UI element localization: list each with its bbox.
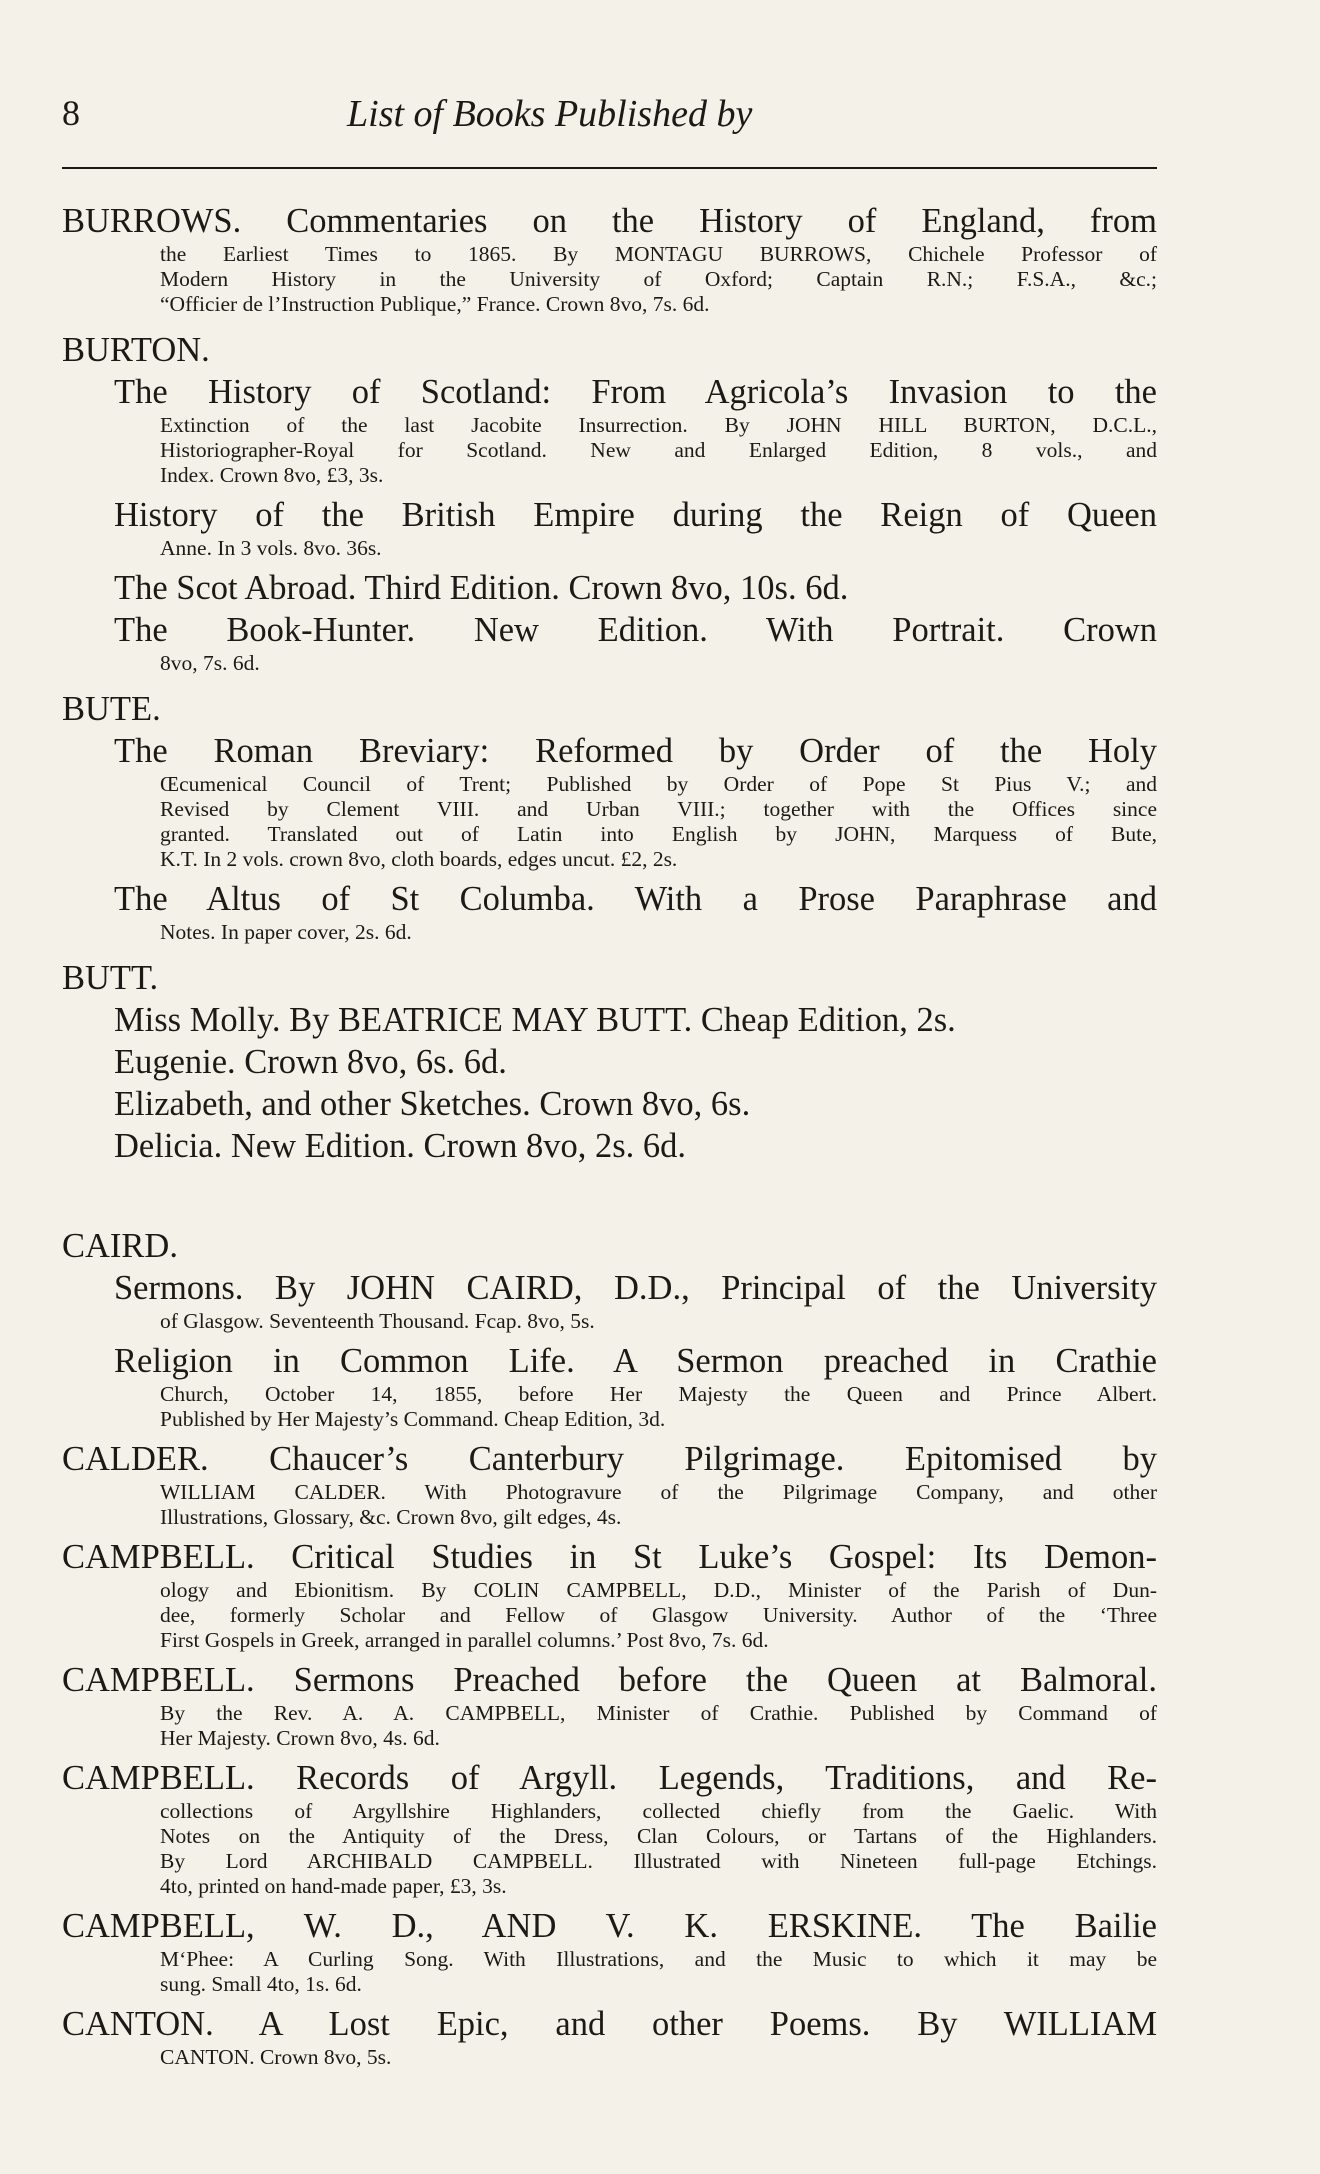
entry-detail-line: By Lord ARCHIBALD CAMPBELL. Illustrated with Nineteen full-page Etchings.	[160, 1849, 1157, 1873]
header-rule	[62, 167, 1157, 169]
entry-detail-line: Church, October 14, 1855, before Her Majesty the Queen and Prince Albert.	[160, 1382, 1157, 1406]
page-number: 8	[62, 93, 80, 133]
entry-title-line: History of the British Empire during the Reign of Queen	[114, 496, 1157, 534]
running-title: List of Books Published by	[347, 93, 753, 135]
entry-title-line: Elizabeth, and other Sketches. Crown 8vo, 6s.	[114, 1085, 751, 1123]
entry-title-line: CAMPBELL. Sermons Preached before the Queen at Balmoral.	[62, 1661, 1157, 1699]
entry-detail-line: Modern History in the University of Oxford; Captain R.N.; F.S.A., &c.;	[160, 267, 1157, 291]
entry-detail-line: of Glasgow. Seventeenth Thousand. Fcap. 8vo, 5s.	[160, 1309, 595, 1333]
entry-detail-line: Published by Her Majesty’s Command. Cheap Edition, 3d.	[160, 1407, 666, 1431]
entry-detail-line: M‘Phee: A Curling Song. With Illustrations, and the Music to which it may be	[160, 1947, 1157, 1971]
entry-burton	[62, 329, 1157, 676]
entry-detail-line: Historiographer-Royal for Scotland. New and Enlarged Edition, 8 vols., and	[160, 438, 1157, 462]
author-heading: BURTON.	[62, 331, 210, 369]
entry-detail-line: By the Rev. A. A. CAMPBELL, Minister of Crathie. Published by Command of	[160, 1701, 1157, 1725]
entry-detail-line: Extinction of the last Jacobite Insurrection. By JOHN HILL BURTON, D.C.L.,	[160, 413, 1157, 437]
entry-title-line: BURROWS. Commentaries on the History of England, from	[62, 202, 1157, 240]
entry-title-line: The History of Scotland: From Agricola’s Invasion to the	[114, 373, 1157, 411]
entry-detail-line: granted. Translated out of Latin into English by JOHN, Marquess of Bute,	[160, 822, 1157, 846]
entry-burrows	[62, 200, 1157, 317]
entry-detail-line: “Officier de l’Instruction Publique,” France. Crown 8vo, 7s. 6d.	[160, 292, 710, 316]
entry-detail-line: collections of Argyllshire Highlanders, collected chiefly from the Gaelic. With	[160, 1799, 1157, 1823]
entry-detail-line: Index. Crown 8vo, £3, 3s.	[160, 463, 384, 487]
catalogue-entries	[62, 200, 1157, 2070]
entry-title-line: The Altus of St Columba. With a Prose Paraphrase and	[114, 880, 1157, 918]
entry-detail-line: K.T. In 2 vols. crown 8vo, cloth boards, edges uncut. £2, 2s.	[160, 847, 678, 871]
author-heading: CAIRD.	[62, 1227, 178, 1265]
entry-title-line: CANTON. A Lost Epic, and other Poems. By WILLIAM	[62, 2005, 1157, 2043]
entry-title-line: CAMPBELL. Records of Argyll. Legends, Traditions, and Re-	[62, 1759, 1157, 1797]
entry-title-line: The Book-Hunter. New Edition. With Portrait. Crown	[114, 611, 1157, 649]
entry-detail-line: First Gospels in Greek, arranged in parallel columns.’ Post 8vo, 7s. 6d.	[160, 1628, 769, 1652]
entry-caird	[62, 1225, 1157, 1432]
page-header	[62, 92, 1157, 148]
entry-detail-line: Her Majesty. Crown 8vo, 4s. 6d.	[160, 1726, 440, 1750]
entry-detail-line: 8vo, 7s. 6d.	[160, 651, 260, 675]
entry-detail-line: Notes. In paper cover, 2s. 6d.	[160, 920, 412, 944]
entry-campbell-argyll	[62, 1757, 1157, 1899]
entry-campbell-erskine	[62, 1905, 1157, 1997]
entry-detail-line: dee, formerly Scholar and Fellow of Glasgow University. Author of the ‘Three	[160, 1603, 1157, 1627]
entry-canton	[62, 2003, 1157, 2070]
entry-campbell-luke	[62, 1536, 1157, 1653]
entry-title-line: Eugenie. Crown 8vo, 6s. 6d.	[114, 1043, 507, 1081]
entry-title-line: Religion in Common Life. A Sermon preached in Crathie	[114, 1342, 1157, 1380]
entry-title-line: Miss Molly. By BEATRICE MAY BUTT. Cheap Edition, 2s.	[114, 1001, 956, 1039]
entry-detail-line: CANTON. Crown 8vo, 5s.	[160, 2045, 392, 2069]
author-heading: BUTE.	[62, 690, 161, 728]
entry-title-line: CALDER. Chaucer’s Canterbury Pilgrimage. Epitomised by	[62, 1440, 1157, 1478]
entry-title-line: The Scot Abroad. Third Edition. Crown 8vo, 10s. 6d.	[114, 569, 849, 607]
entry-title-line: CAMPBELL. Critical Studies in St Luke’s Gospel: Its Demon-	[62, 1538, 1157, 1576]
entry-title-line: CAMPBELL, W. D., AND V. K. ERSKINE. The Bailie	[62, 1907, 1157, 1945]
entry-detail-line: Notes on the Antiquity of the Dress, Clan Colours, or Tartans of the Highlanders.	[160, 1824, 1157, 1848]
entry-bute	[62, 688, 1157, 945]
entry-detail-line: Illustrations, Glossary, &c. Crown 8vo, gilt edges, 4s.	[160, 1505, 622, 1529]
entry-butt	[62, 957, 1157, 1167]
entry-detail-line: 4to, printed on hand-made paper, £3, 3s.	[160, 1874, 507, 1898]
entry-detail-line: sung. Small 4to, 1s. 6d.	[160, 1972, 362, 1996]
entry-calder	[62, 1438, 1157, 1530]
entry-detail-line: WILLIAM CALDER. With Photogravure of the Pilgrimage Company, and other	[160, 1480, 1157, 1504]
entry-campbell-sermons	[62, 1659, 1157, 1751]
entry-title-line: Delicia. New Edition. Crown 8vo, 2s. 6d.	[114, 1127, 687, 1165]
entry-detail-line: Revised by Clement VIII. and Urban VIII.; together with the Offices since	[160, 797, 1157, 821]
entry-title-line: The Roman Breviary: Reformed by Order of the Holy	[114, 732, 1157, 770]
entry-title-line: Sermons. By JOHN CAIRD, D.D., Principal of the University	[114, 1269, 1157, 1307]
entry-detail-line: Œcumenical Council of Trent; Published by Order of Pope St Pius V.; and	[160, 772, 1157, 796]
entry-detail-line: Anne. In 3 vols. 8vo. 36s.	[160, 536, 382, 560]
entry-detail-line: ology and Ebionitism. By COLIN CAMPBELL, D.D., Minister of the Parish of Dun-	[160, 1578, 1157, 1602]
entry-detail-line: the Earliest Times to 1865. By MONTAGU BURROWS, Chichele Professor of	[160, 242, 1157, 266]
author-heading: BUTT.	[62, 959, 159, 997]
